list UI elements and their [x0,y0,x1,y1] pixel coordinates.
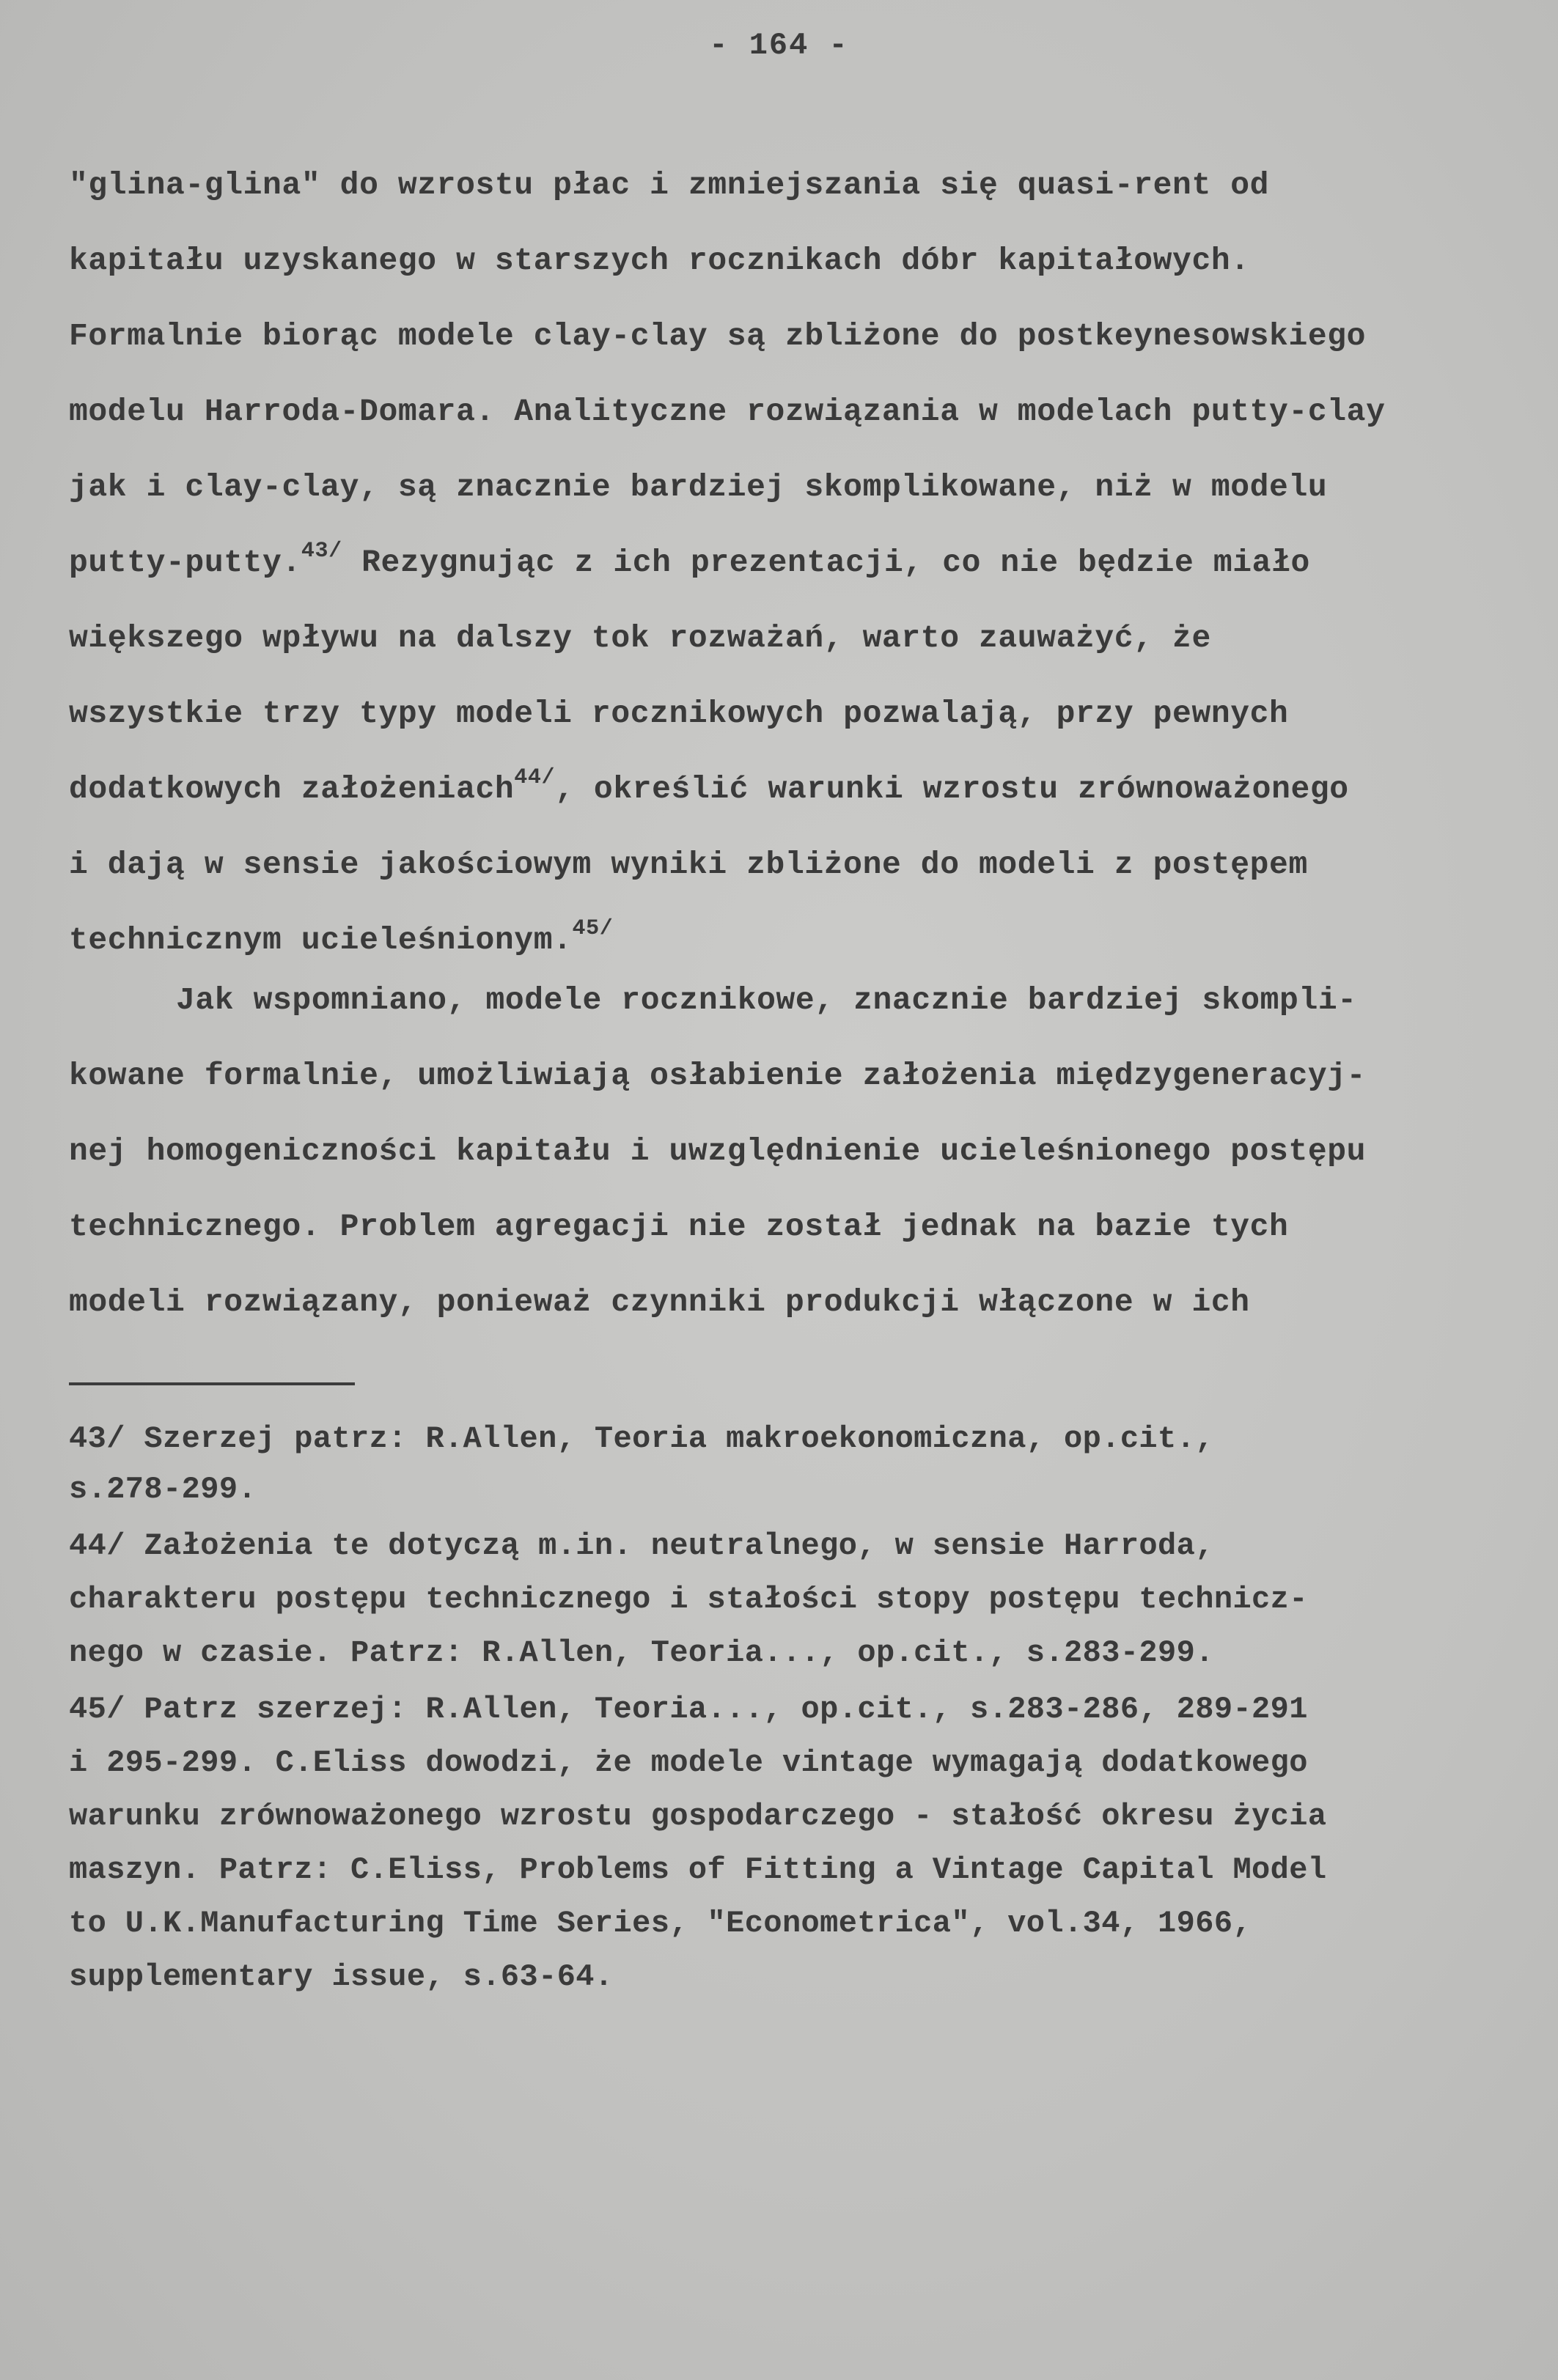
body-line: Formalnie biorąc modele clay-clay są zbliżone do postkeynesowskiego [69,318,1367,354]
body-line: technicznego. Problem agregacji nie został jednak na bazie tych [69,1209,1289,1245]
footnote-45: 45/ Patrz szerzej: R.Allen, Teoria..., op.cit., s.283-286, 289-291 [69,1692,1308,1727]
footnote-44-cont: charakteru postępu technicznego i stałości stopy postępu technicz- [69,1582,1308,1617]
footnote-45-cont: supplementary issue, s.63-64. [69,1959,614,1994]
footnote-ref-43: 43/ [301,539,342,564]
body-line: kapitału uzyskanego w starszych rocznikach dóbr kapitałowych. [69,243,1250,279]
body-line: "glina-glina" do wzrostu płac i zmniejszania się quasi-rent od [69,167,1270,203]
footnote-45-cont: to U.K.Manufacturing Time Series, "Econometrica", vol.34, 1966, [69,1906,1252,1941]
body-text: dodatkowych założeniach [69,771,515,807]
body-text: putty-putty. [69,545,301,581]
body-text: , określić warunki wzrostu zrównoważonego [555,771,1349,807]
body-line: jak i clay-clay, są znacznie bardziej skomplikowane, niż w modelu [69,469,1328,505]
footnote-45-cont: maszyn. Patrz: C.Eliss, Problems of Fitting a Vintage Capital Model [69,1852,1327,1887]
footnote-ref-44: 44/ [514,765,556,790]
body-line: wszystkie trzy typy modeli rocznikowych pozwalają, przy pewnych [69,696,1289,732]
footnote-44-cont: nego w czasie. Patrz: R.Allen, Teoria..., op.cit., s.283-299. [69,1635,1214,1670]
body-line [69,916,614,958]
footnote-44: 44/ Założenia te dotyczą m.in. neutralnego, w sensie Harroda, [69,1528,1214,1563]
body-line: modeli rozwiązany, ponieważ czynniki produkcji włączone w ich [69,1284,1250,1320]
footnote-separator [69,1382,355,1385]
body-line: nej homogeniczności kapitału i uwzględnienie ucieleśnionego postępu [69,1133,1367,1169]
body-text: Rezygnując z ich prezentacji, co nie będzie miało [342,545,1310,581]
body-line: większego wpływu na dalszy tok rozważań, warto zauważyć, że [69,620,1211,656]
footnote-ref-45: 45/ [572,916,614,941]
page-number: - 164 - [709,28,849,63]
footnote-43: 43/ Szerzej patrz: R.Allen, Teoria makroekonomiczna, op.cit., [69,1421,1214,1456]
body-line: i dają w sensie jakościowym wyniki zbliżone do modeli z postępem [69,847,1308,883]
body-text: technicznym ucieleśnionym. [69,922,573,958]
body-line [69,765,1349,807]
body-line: kowane formalnie, umożliwiają osłabienie założenia międzygeneracyj- [69,1058,1367,1094]
footnote-45-cont: warunku zrównoważonego wzrostu gospodarczego - stałość okresu życia [69,1799,1327,1834]
body-line: Jak wspomniano, modele rocznikowe, znacznie bardziej skompli- [176,982,1357,1018]
body-line: modelu Harroda-Domara. Analityczne rozwiązania w modelach putty-clay [69,394,1386,430]
footnote-43-cont: s.278-299. [69,1472,257,1507]
footnote-45-cont: i 295-299. C.Eliss dowodzi, że modele vintage wymagają dodatkowego [69,1745,1308,1780]
body-line [69,539,1310,581]
